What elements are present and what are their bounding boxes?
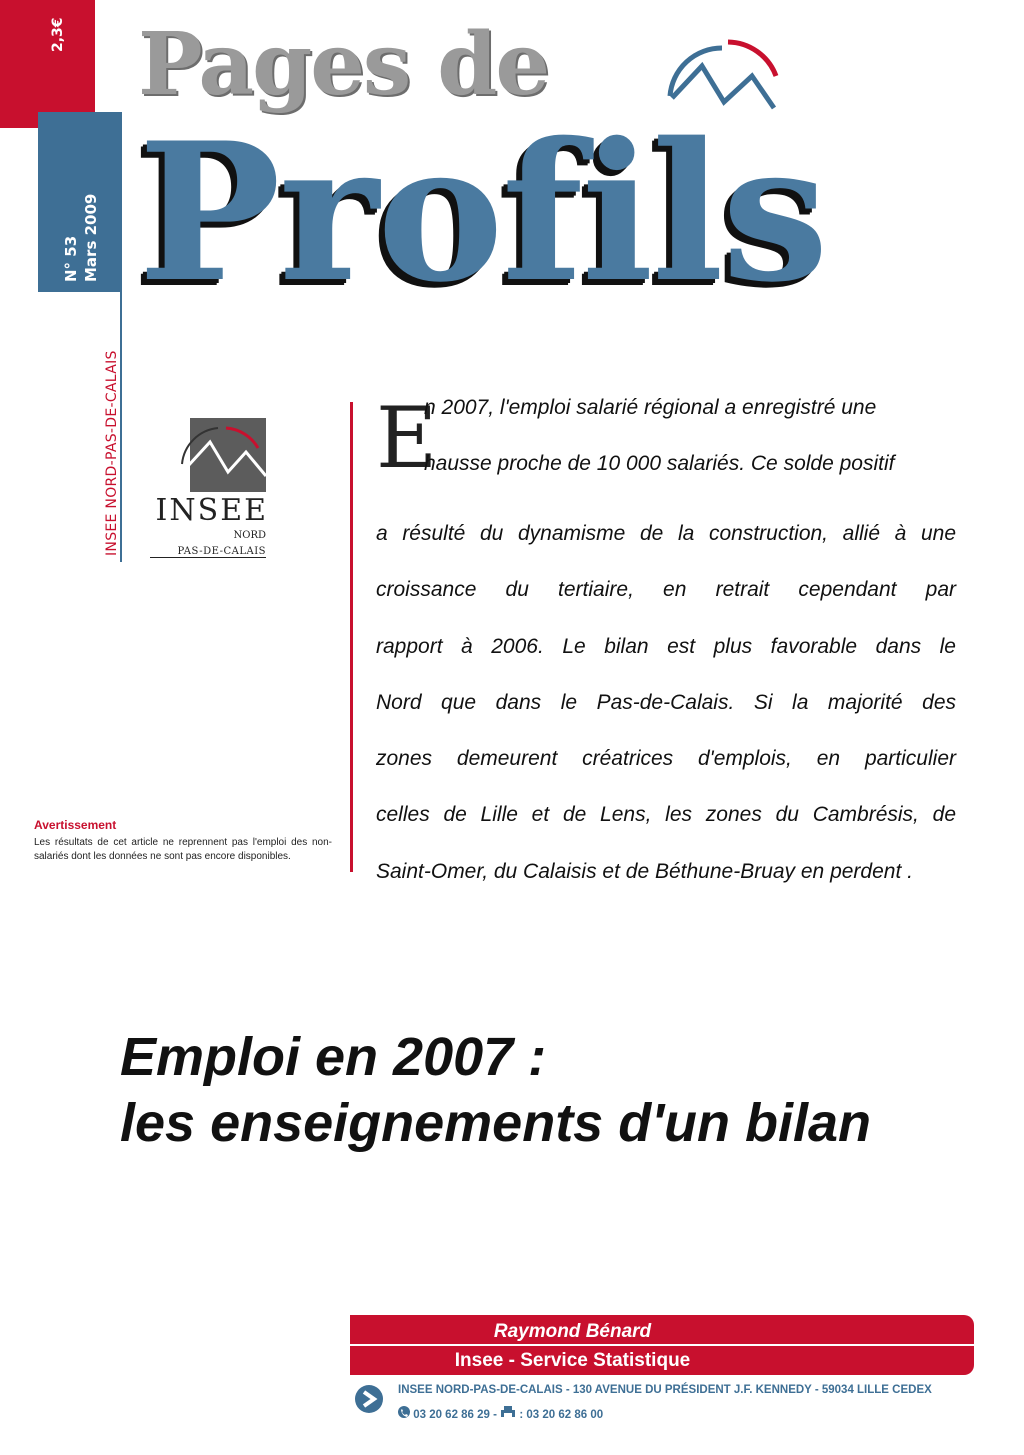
masthead-logo-icon bbox=[662, 36, 782, 126]
masthead-title: Profils bbox=[138, 101, 827, 324]
article-title-line-2: les enseignements d'un bilan bbox=[120, 1093, 872, 1153]
publisher-label: INSEE NORD-PAS-DE-CALAIS bbox=[104, 350, 120, 556]
issue-number: N° 53 bbox=[62, 235, 80, 282]
intro-body-line: a résulté du dynamisme de la construction, allié à une bbox=[376, 522, 956, 545]
intro-body bbox=[376, 506, 956, 900]
warning-text: Les résultats de cet article ne reprennent pas l'emploi des non-salariés dont les données ne sont pas encore disponibles. bbox=[34, 837, 332, 862]
issue-tab bbox=[38, 112, 122, 292]
warning-title: Avertissement bbox=[34, 818, 117, 832]
intro-body-line: Saint-Omer, du Calaisis et de Béthune-Bruay en perdent . bbox=[376, 859, 913, 883]
side-rule bbox=[120, 292, 122, 562]
author-name: Raymond Bénard bbox=[493, 1321, 652, 1342]
footer-fax: : 03 20 62 86 00 bbox=[519, 1409, 604, 1421]
footer-contact bbox=[398, 1406, 603, 1421]
price-label: 2,3€ bbox=[50, 17, 66, 52]
intro-body-line: zones demeurent créatrices d'emplois, en particulier bbox=[376, 747, 956, 771]
insee-logo-line1: NORD bbox=[233, 530, 266, 541]
article-title-line-1: Emploi en 2007 : bbox=[120, 1027, 547, 1087]
intro-body-line: Nord que dans le Pas-de-Calais. Si la majorité des bbox=[376, 690, 956, 714]
price-tab bbox=[0, 0, 95, 128]
arrow-right-icon bbox=[354, 1384, 384, 1414]
service-name: Insee - Service Statistique bbox=[454, 1350, 691, 1371]
intro-body-line: rapport à 2006. Le bilan est plus favorable dans le bbox=[376, 634, 956, 658]
intro-body-line: croissance du tertiaire, en retrait cependant par bbox=[376, 578, 956, 602]
phone-icon bbox=[398, 1406, 410, 1418]
intro-line-2: hausse proche de 10 000 salariés. Ce solde positif bbox=[424, 452, 895, 475]
insee-logo-icon bbox=[148, 414, 272, 564]
intro-line-1: n 2007, l'emploi salarié régional a enregistré une bbox=[424, 396, 877, 419]
intro-body-line: celles de Lille et de Lens, les zones du Cambrésis, de bbox=[376, 803, 956, 827]
insee-logo-line2: PAS-DE-CALAIS bbox=[150, 546, 266, 558]
intro-dropcap: E bbox=[376, 389, 438, 487]
masthead-subtitle: Pages de bbox=[138, 14, 549, 115]
insee-logo-name: INSEE bbox=[155, 493, 268, 528]
footer-phone: 03 20 62 86 29 - bbox=[413, 1409, 497, 1421]
issue-date: Mars 2009 bbox=[82, 193, 100, 282]
fax-icon bbox=[500, 1406, 516, 1418]
footer-address: INSEE NORD-PAS-DE-CALAIS - 130 AVENUE DU PRÉSIDENT J.F. KENNEDY - 59034 LILLE CEDEX bbox=[398, 1384, 932, 1396]
intro-rule bbox=[350, 402, 353, 872]
